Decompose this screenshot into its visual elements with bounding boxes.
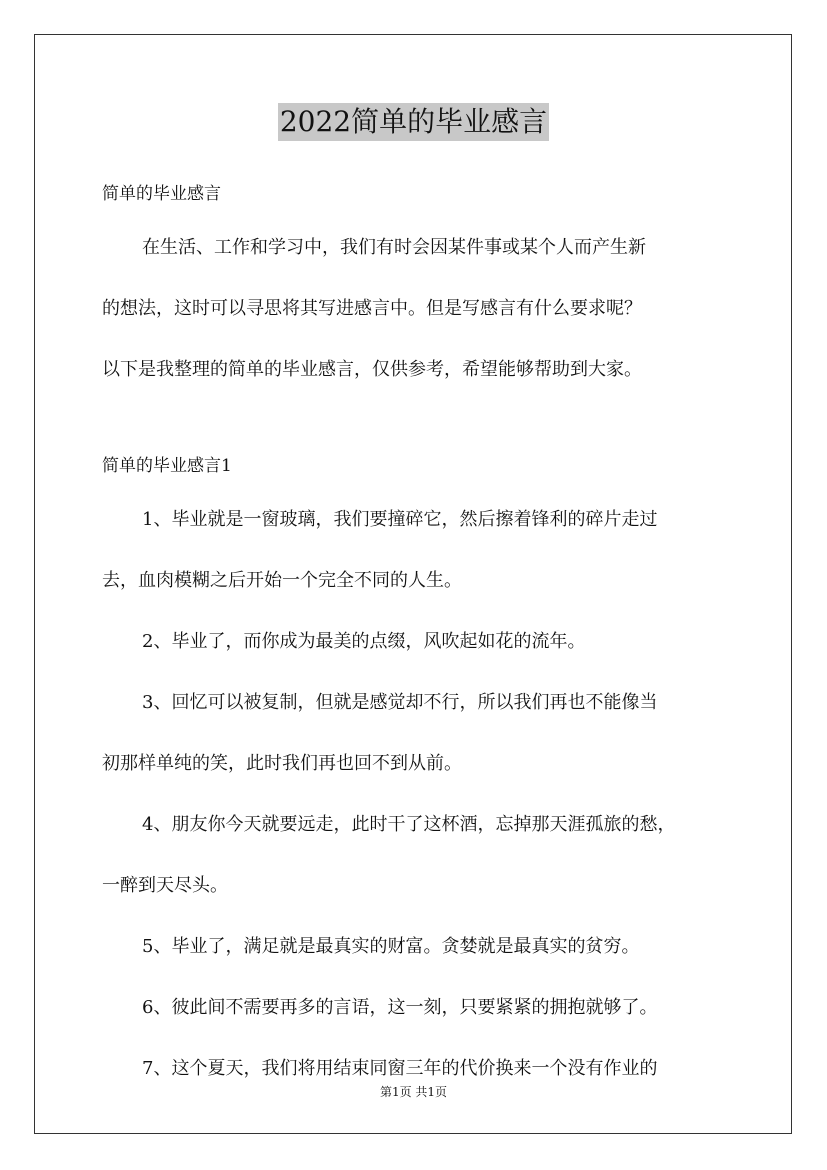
- list-item: 7、这个夏天，我们将用结束同窗三年的代价换来一个没有作业的: [142, 1058, 658, 1079]
- document-title: 2022简单的毕业感言: [278, 103, 549, 141]
- list-item: 2、毕业了，而你成为最美的点缀，风吹起如花的流年。: [142, 631, 586, 652]
- intro-line: 在生活、工作和学习中，我们有时会因某件事或某个人而产生新: [142, 237, 646, 258]
- document-subtitle: 简单的毕业感言: [102, 184, 221, 204]
- list-item-continuation: 初那样单纯的笑，此时我们再也回不到从前。: [102, 753, 462, 774]
- list-item: 5、毕业了，满足就是最真实的财富。贪婪就是最真实的贫穷。: [142, 936, 640, 957]
- list-item: 4、朋友你今天就要远走，此时干了这杯酒，忘掉那天涯孤旅的愁，: [142, 814, 676, 835]
- intro-line: 的想法，这时可以寻思将其写进感言中。但是写感言有什么要求呢？: [102, 298, 642, 319]
- intro-line: 以下是我整理的简单的毕业感言，仅供参考，希望能够帮助到大家。: [102, 359, 642, 380]
- intro-paragraph: [102, 217, 732, 400]
- list-item: 3、回忆可以被复制，但就是感觉却不行，所以我们再也不能像当: [142, 692, 658, 713]
- section-heading: 简单的毕业感言1: [102, 456, 232, 476]
- list-item-continuation: 去，血肉模糊之后开始一个完全不同的人生。: [102, 570, 462, 591]
- list-item: 6、彼此间不需要再多的言语，这一刻，只要紧紧的拥抱就够了。: [142, 997, 658, 1018]
- list-item-continuation: 一醉到天尽头。: [102, 875, 228, 896]
- page-footer: 第1页 共1页: [379, 1085, 448, 1099]
- title-container: [0, 103, 827, 141]
- list-item: 1、毕业就是一窗玻璃，我们要撞碎它，然后擦着锋利的碎片走过: [142, 509, 658, 530]
- items-list: [102, 489, 732, 1099]
